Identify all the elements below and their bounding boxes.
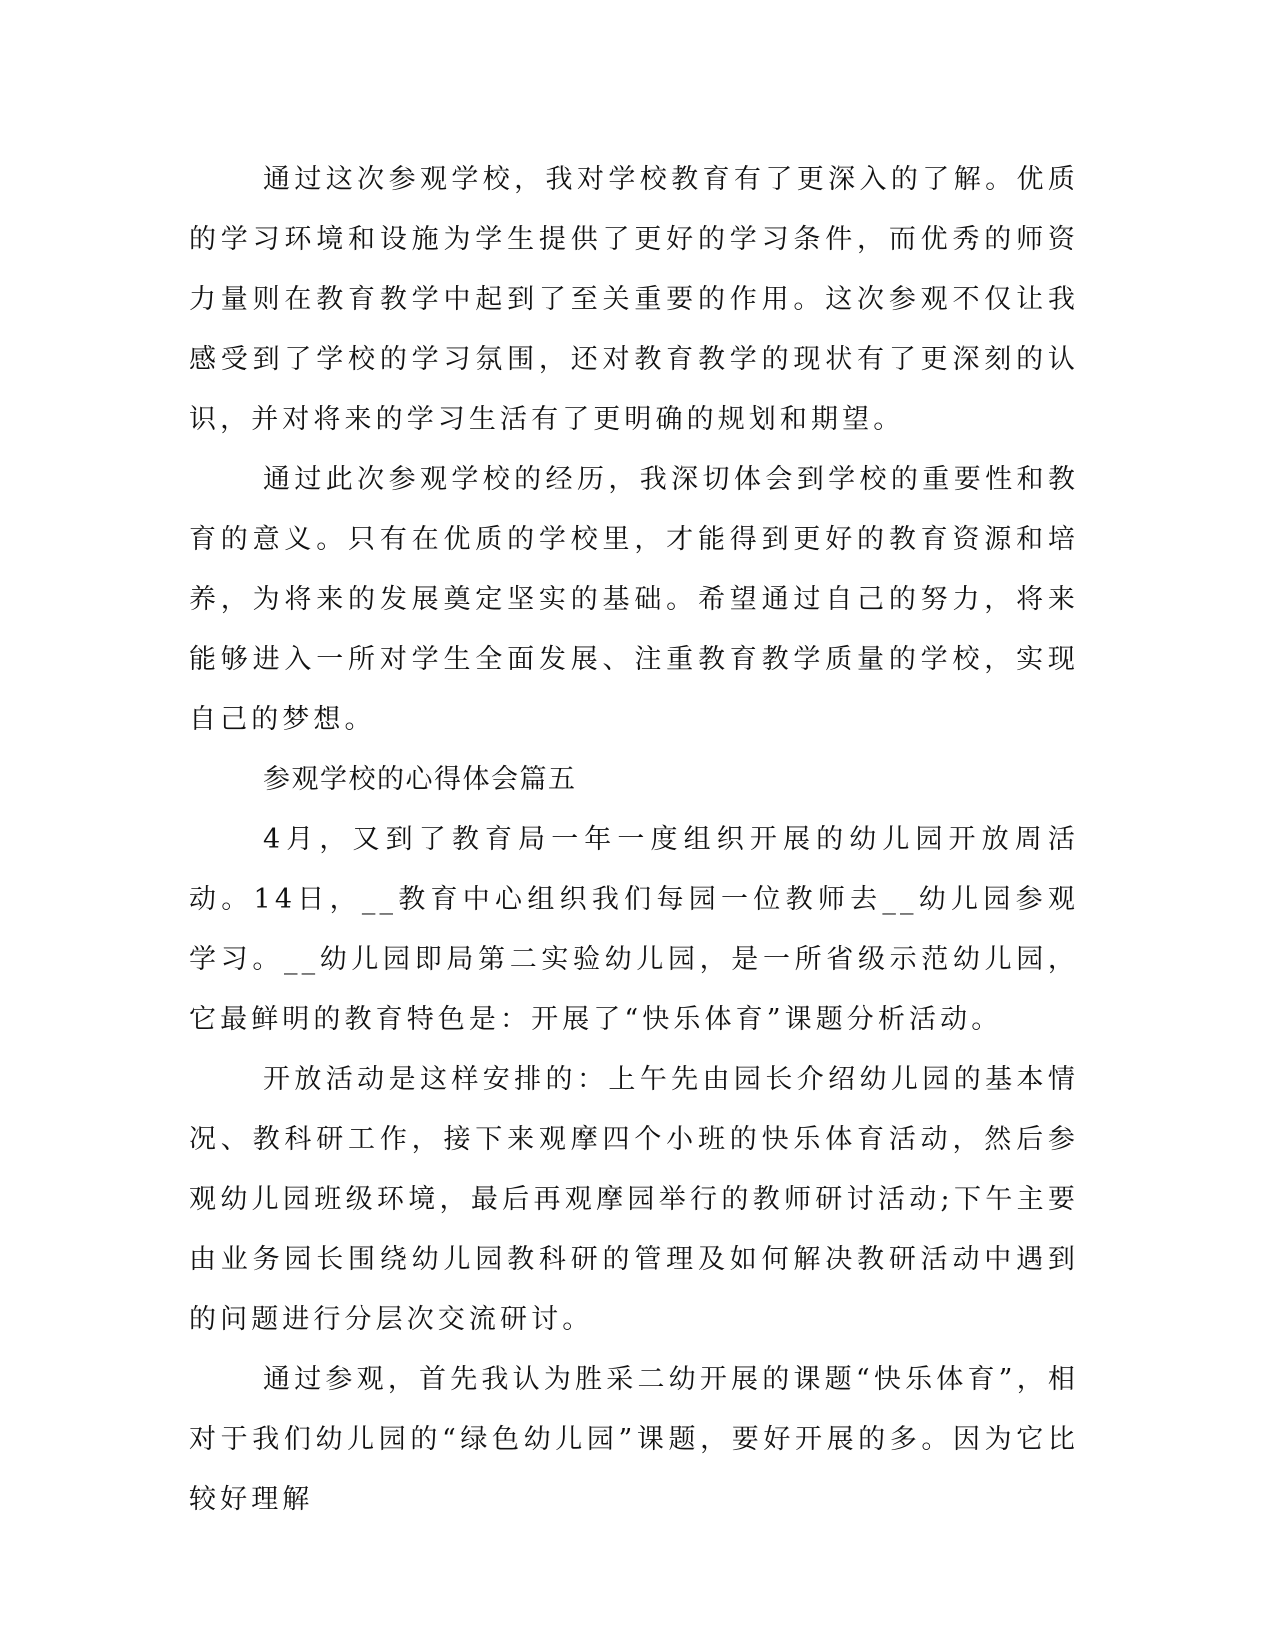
paragraph-2: 通过此次参观学校的经历，我深切体会到学校的重要性和教育的意义。只有在优质的学校里，才能得到更好的教育资源和培养，为将来的发展奠定坚实的基础。希望通过自己的努力，将来能够进入一所对学生全面发展、注重教育教学质量的学校，实现自己的梦想。 <box>189 464 1079 735</box>
section-title: 参观学校的心得体会篇五 <box>263 764 577 795</box>
section-paragraph-3: 通过参观，首先我认为胜采二幼开展的课题“快乐体育”，相对于我们幼儿园的“绿色幼儿园”课题，要好开展的多。因为它比较好理解 <box>189 1364 1079 1515</box>
section-paragraph-2: 开放活动是这样安排的：上午先由园长介绍幼儿园的基本情况、教科研工作，接下来观摩四个小班的快乐体育活动，然后参观幼儿园班级环境，最后再观摩园举行的教师研讨活动;下午主要由业务园长围绕幼儿园教科研的管理及如何解决教研活动中遇到的问题进行分层次交流研讨。 <box>189 1064 1079 1335</box>
paragraph-1: 通过这次参观学校，我对学校教育有了更深入的了解。优质的学习环境和设施为学生提供了更好的学习条件，而优秀的师资力量则在教育教学中起到了至关重要的作用。这次参观不仅让我感受到了学校的学习氛围，还对教育教学的现状有了更深刻的认识，并对将来的学习生活有了更明确的规划和期望。 <box>189 164 1079 435</box>
section-paragraph-1: 4月，又到了教育局一年一度组织开展的幼儿园开放周活动。14日，__教育中心组织我们每园一位教师去__幼儿园参观学习。__幼儿园即局第二实验幼儿园，是一所省级示范幼儿园，它最鲜明的教育特色是：开展了“快乐体育”课题分析活动。 <box>189 824 1079 1035</box>
document-page <box>189 150 1079 1530</box>
